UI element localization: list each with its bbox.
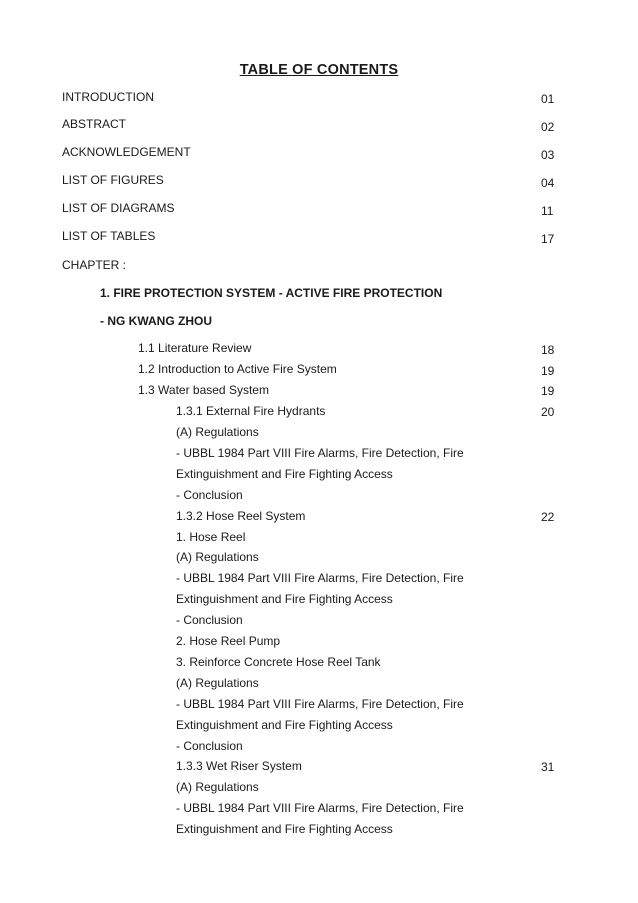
toc-entry-label: ABSTRACT	[62, 117, 127, 131]
toc-page-number: 22	[541, 510, 555, 524]
toc-page-number: 03	[541, 148, 555, 162]
chapter-author: - NG KWANG ZHOU	[100, 314, 212, 328]
toc-subentry: - UBBL 1984 Part VIII Fire Alarms, Fire Detection, Fire	[176, 446, 464, 460]
toc-entry-label: LIST OF FIGURES	[62, 173, 164, 187]
toc-page-number: 19	[541, 384, 555, 398]
toc-page-number: 31	[541, 760, 555, 774]
toc-subentry: (A) Regulations	[176, 425, 259, 439]
toc-subentry: (A) Regulations	[176, 676, 259, 690]
toc-subentry: Extinguishment and Fire Fighting Access	[176, 467, 393, 481]
toc-subentry: - Conclusion	[176, 613, 243, 627]
toc-entry-label: LIST OF TABLES	[62, 229, 156, 243]
toc-subentry: - UBBL 1984 Part VIII Fire Alarms, Fire Detection, Fire	[176, 697, 464, 711]
toc-subentry: 1. Hose Reel	[176, 530, 246, 544]
toc-entry-label: 1.3.3 Wet Riser System	[176, 759, 302, 773]
toc-subentry: - Conclusion	[176, 488, 243, 502]
toc-page-number: 01	[541, 92, 555, 106]
toc-subentry: Extinguishment and Fire Fighting Access	[176, 592, 393, 606]
toc-subentry: 3. Reinforce Concrete Hose Reel Tank	[176, 655, 381, 669]
toc-page-number: 18	[541, 343, 555, 357]
toc-entry-label: 1.1 Literature Review	[138, 341, 252, 355]
toc-subentry: 2. Hose Reel Pump	[176, 634, 281, 648]
toc-subentry: - UBBL 1984 Part VIII Fire Alarms, Fire Detection, Fire	[176, 571, 464, 585]
toc-entry-label: LIST OF DIAGRAMS	[62, 201, 175, 215]
toc-subentry: - Conclusion	[176, 739, 243, 753]
toc-subentry: Extinguishment and Fire Fighting Access	[176, 822, 393, 836]
toc-page-number: 19	[541, 364, 555, 378]
toc-entry-label: 1.3.1 External Fire Hydrants	[176, 404, 326, 418]
toc-page-number: 11	[541, 204, 554, 218]
toc-page-number: 17	[541, 232, 555, 246]
chapter-label: CHAPTER :	[62, 258, 127, 272]
toc-entry-label: 1.3.2 Hose Reel System	[176, 509, 306, 523]
toc-page-number: 20	[541, 405, 555, 419]
toc-entry-label: 1.2 Introduction to Active Fire System	[138, 362, 337, 376]
toc-subentry: - UBBL 1984 Part VIII Fire Alarms, Fire Detection, Fire	[176, 801, 464, 815]
chapter-title: 1. FIRE PROTECTION SYSTEM - ACTIVE FIRE PROTECTION	[100, 286, 443, 300]
toc-page-number: 04	[541, 176, 555, 190]
toc-subentry: (A) Regulations	[176, 780, 259, 794]
toc-entry-label: INTRODUCTION	[62, 90, 154, 104]
toc-page-number: 02	[541, 120, 555, 134]
page-title: TABLE OF CONTENTS	[239, 62, 399, 78]
toc-subentry: Extinguishment and Fire Fighting Access	[176, 718, 393, 732]
toc-entry-label: 1.3 Water based System	[138, 383, 269, 397]
toc-subentry: (A) Regulations	[176, 550, 259, 564]
toc-entry-label: ACKNOWLEDGEMENT	[62, 145, 191, 159]
